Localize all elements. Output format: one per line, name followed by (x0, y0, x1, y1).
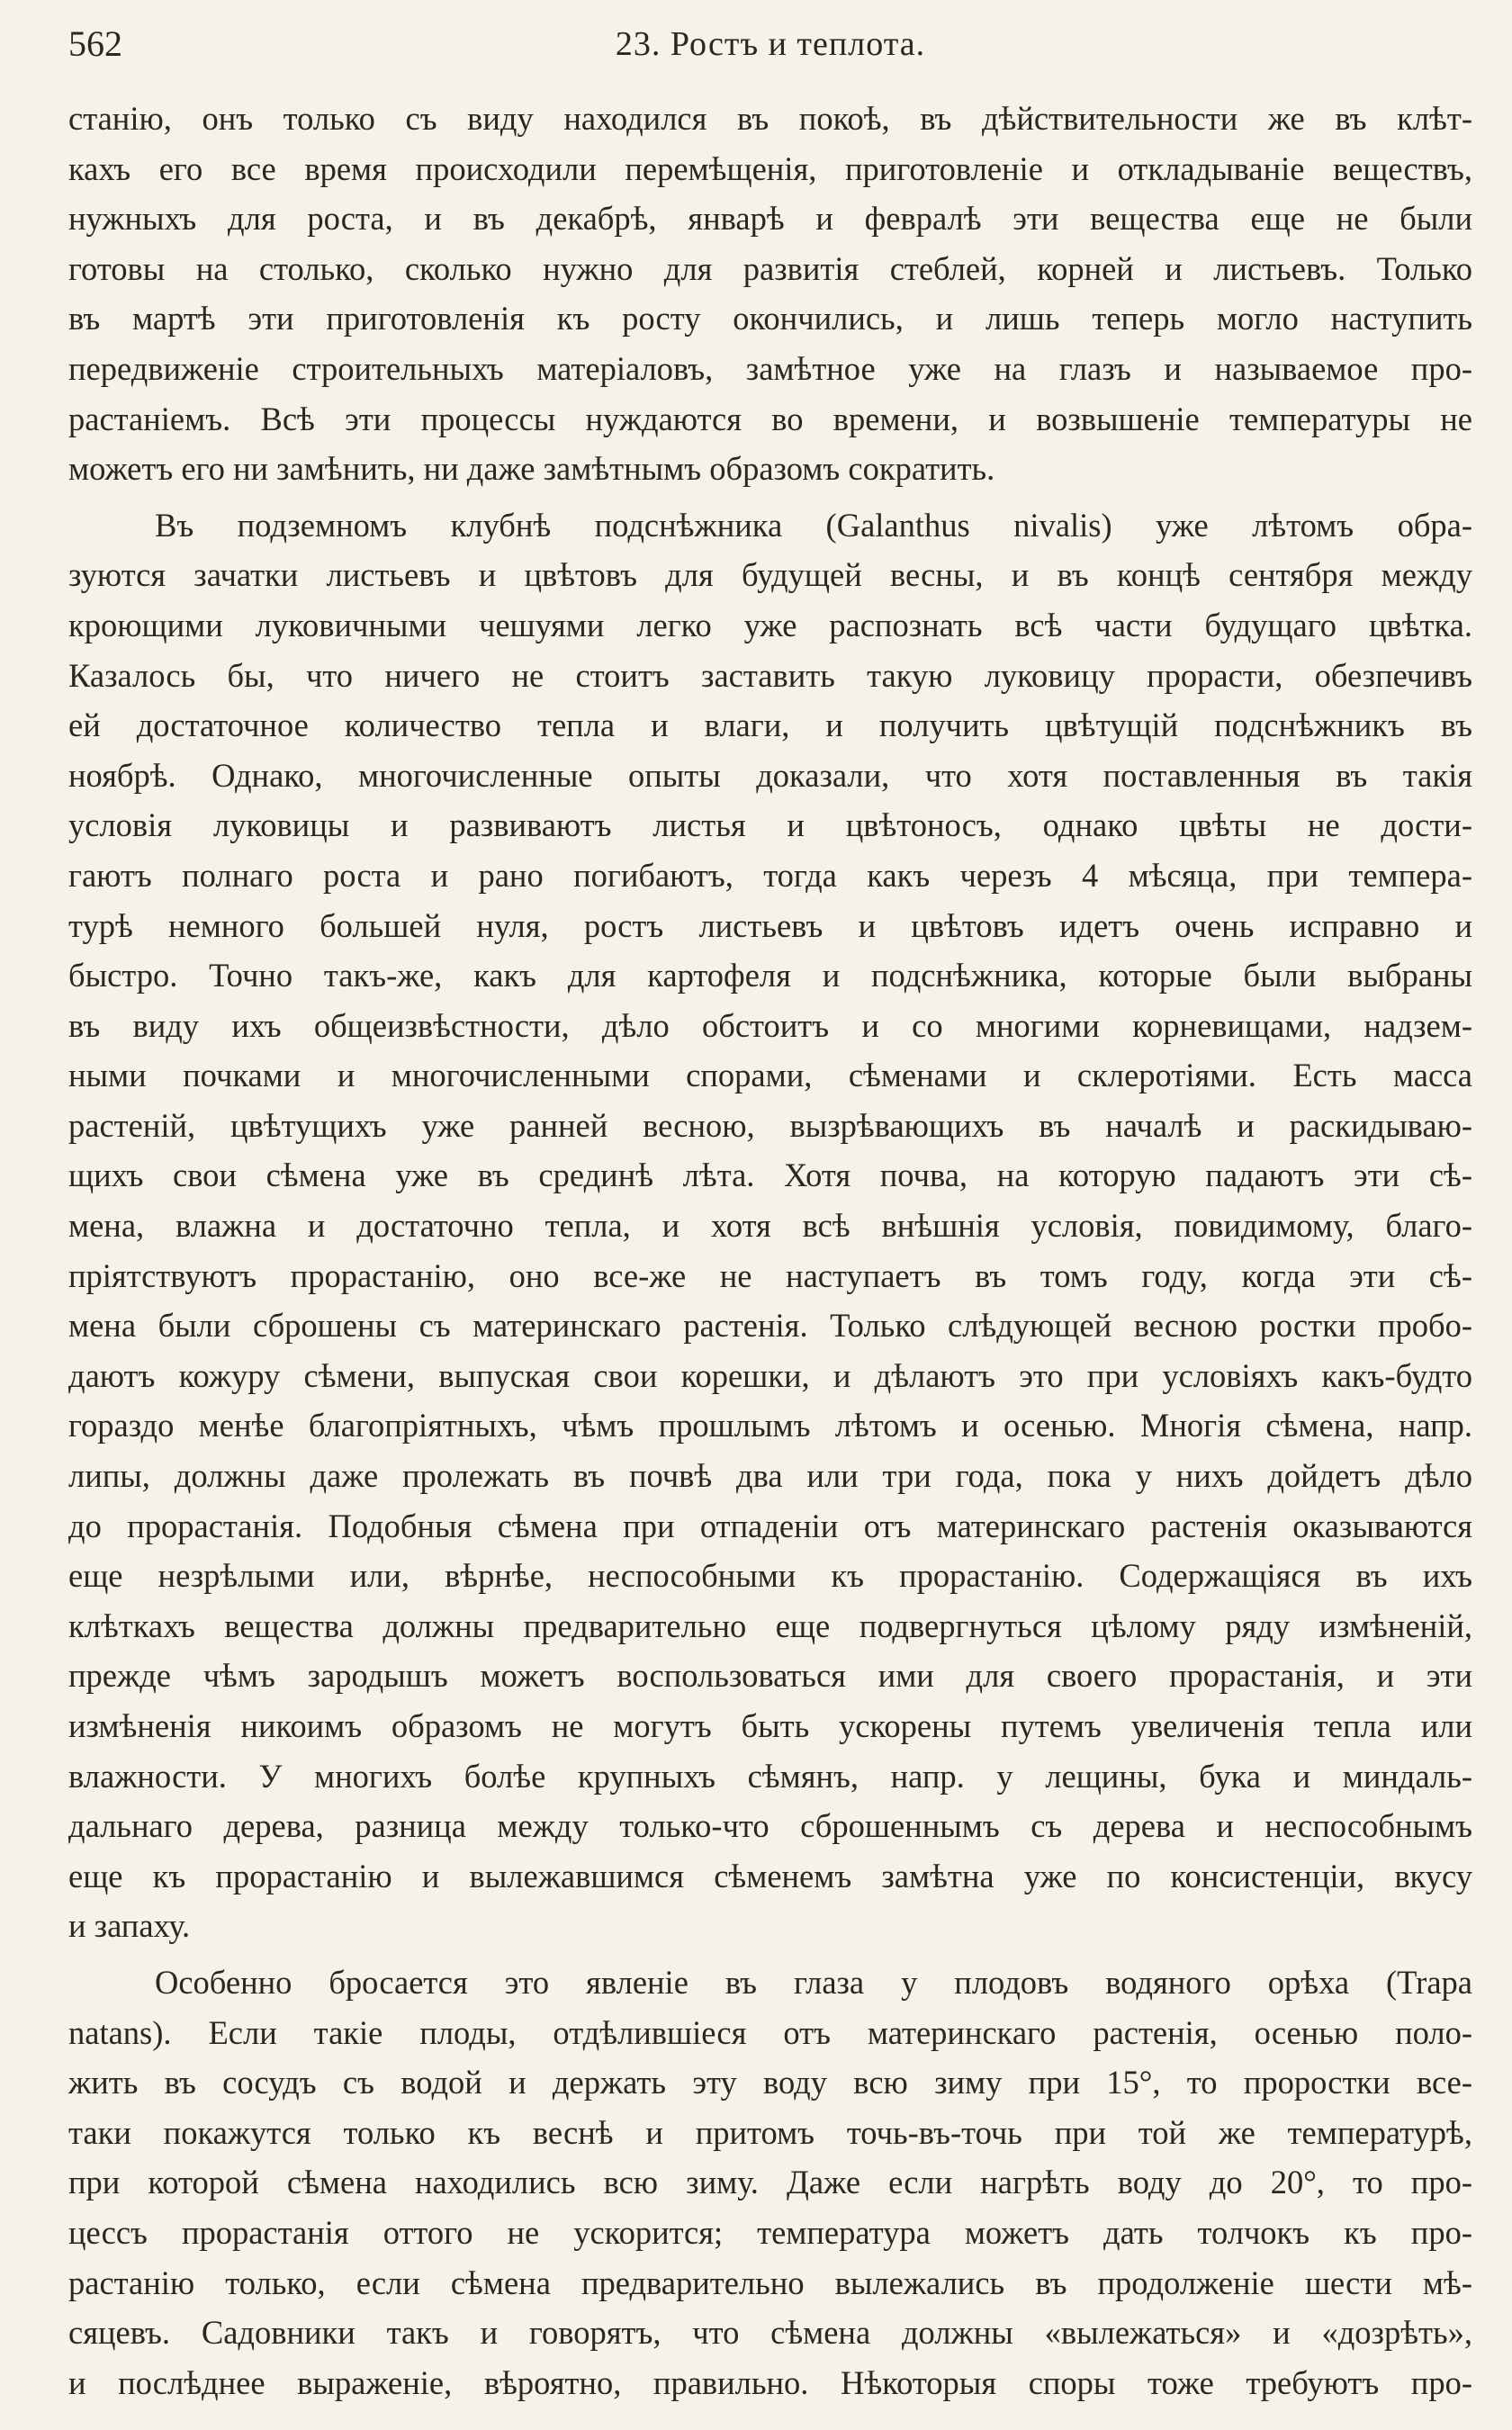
text-line: еще къ прорастанію и вылежавшимся сѣменемъ замѣтна уже по консистенціи, вкусу (68, 1857, 1472, 1894)
text-line: мена, влажна и достаточно тепла, и хотя всѣ внѣшнія условія, повидимому, благо- (68, 1207, 1472, 1245)
text-line: ей достаточное количество тепла и влаги, и получить цвѣтущій подснѣжникъ въ (68, 706, 1472, 744)
text-line: растаніемъ. Всѣ эти процессы нуждаются во времени, и возвышеніе температуры не (68, 400, 1472, 437)
text-line: щихъ свои сѣмена уже въ срединѣ лѣта. Хотя почва, на которую падаютъ эти сѣ- (68, 1156, 1472, 1194)
text-line: въ мартѣ эти приготовленія къ росту окончились, и лишь теперь могло наступить (68, 300, 1472, 338)
text-line: ными почками и многочисленными спорами, сѣменами и склеротіями. Есть масса (68, 1057, 1472, 1094)
paragraph (68, 500, 1472, 1951)
text-line: Въ подземномъ клубнѣ подснѣжника (Galanthus nivalis) уже лѣтомъ обра- (155, 506, 1472, 544)
text-line: таки покажутся только къ веснѣ и притомъ точь-въ-точь при той же температурѣ, (68, 2113, 1472, 2151)
text-line: можетъ его ни замѣнить, ни даже замѣтнымъ образомъ сократить. (68, 450, 995, 488)
paragraph (68, 1958, 1472, 2408)
text-line: готовы на столько, сколько нужно для развитія стеблей, корней и листьевъ. Только (68, 249, 1472, 287)
text-line: сяцевъ. Садовники такъ и говорятъ, что сѣмена должны «вылежаться» и «дозрѣть», (68, 2314, 1472, 2352)
text-line: кроющими луковичными чешуями легко уже распознать всѣ части будущаго цвѣтка. (68, 606, 1472, 644)
running-head: 23. Ростъ и теплота. (615, 25, 926, 63)
text-line: мена были сброшены съ материнскаго растенія. Только слѣдующей весною ростки пробо- (68, 1307, 1472, 1345)
text-line: клѣткахъ вещества должны предварительно еще подвергнуться цѣлому ряду измѣненій, (68, 1606, 1472, 1644)
text-line: передвиженіе строительныхъ матеріаловъ, замѣтное уже на глазъ и называемое про- (68, 349, 1472, 387)
text-line: гаютъ полнаго роста и рано погибаютъ, тогда какъ черезъ 4 мѣсяца, при темпера- (68, 856, 1472, 894)
text-line: Особенно бросается это явленіе въ глаза у плодовъ водяного орѣха (Trapa (155, 1963, 1472, 2001)
text-line: и запаху. (68, 1907, 191, 1945)
text-line: Казалось бы, что ничего не стоитъ заставить такую луковицу прорасти, обезпечивъ (68, 656, 1472, 694)
paragraph-gap (68, 494, 1472, 500)
paragraph (68, 94, 1472, 494)
text-line: ноябрѣ. Однако, многочисленные опыты доказали, что хотя поставленныя въ такія (68, 756, 1472, 794)
text-line: растанію только, если сѣмена предварительно вылежались въ продолженіе шести мѣ- (68, 2264, 1472, 2301)
text-line: измѣненія никоимъ образомъ не могутъ быть ускорены путемъ увеличенія тепла или (68, 1707, 1472, 1744)
text-line: липы, должны даже пролежать въ почвѣ два или три года, пока у нихъ дойдетъ дѣло (68, 1457, 1472, 1495)
text-line: natans). Если такіе плоды, отдѣлившіеся отъ материнскаго растенія, осенью поло- (68, 2013, 1472, 2051)
text-line: еще незрѣлыми или, вѣрнѣе, неспособными къ прорастанію. Содержащіяся въ ихъ (68, 1557, 1472, 1595)
text-line: пріятствуютъ прорастанію, оно все-же не наступаетъ въ томъ году, когда эти сѣ- (68, 1256, 1472, 1294)
text-line: цессъ прорастанія оттого не ускорится; температура можетъ дать толчокъ къ про- (68, 2213, 1472, 2251)
text-line: станію, онъ только съ виду находился въ покоѣ, въ дѣйствительности же въ клѣт- (68, 100, 1472, 137)
text-line: жить въ сосудъ съ водой и держать эту воду всю зиму при 15°, то проростки все- (68, 2064, 1472, 2102)
text-line: даютъ кожуру сѣмени, выпуская свои корешки, и дѣлаютъ это при условіяхъ какъ-будто (68, 1356, 1472, 1394)
text-line: быстро. Точно такъ-же, какъ для картофеля и подснѣжника, которые были выбраны (68, 957, 1472, 994)
text-line: дальнаго дерева, разница между только-что сброшеннымъ съ дерева и неспособнымъ (68, 1807, 1472, 1845)
text-line: въ виду ихъ общеизвѣстности, дѣло обстоитъ и со многими корневищами, надзем- (68, 1006, 1472, 1044)
text-line: при которой сѣмена находились всю зиму. Даже если нагрѣть воду до 20°, то про- (68, 2164, 1472, 2201)
text-line: условія луковицы и развиваютъ листья и цвѣтоносъ, однако цвѣты не дости- (68, 806, 1472, 844)
paragraph-gap (68, 1951, 1472, 1958)
text-line: нужныхъ для роста, и въ декабрѣ, январѣ и февралѣ эти вещества еще не были (68, 200, 1472, 238)
page-header (68, 20, 1472, 68)
text-line: гораздо менѣе благопріятныхъ, чѣмъ прошлымъ лѣтомъ и осенью. Многія сѣмена, напр. (68, 1407, 1472, 1444)
body-text (68, 94, 1472, 2408)
page-number: 562 (68, 23, 122, 64)
text-line: турѣ немного большей нуля, ростъ листьевъ и цвѣтовъ идетъ очень исправно и (68, 906, 1472, 944)
text-line: зуются зачатки листьевъ и цвѣтовъ для будущей весны, и въ концѣ сентября между (68, 556, 1472, 594)
text-line: влажности. У многихъ болѣе крупныхъ сѣмянъ, напр. у лещины, бука и миндаль- (68, 1757, 1472, 1795)
text-line: прежде чѣмъ зародышъ можетъ воспользоваться ими для своего прорастанія, и эти (68, 1657, 1472, 1695)
text-line: растеній, цвѣтущихъ уже ранней весною, вызрѣвающихъ въ началѣ и раскидываю- (68, 1106, 1472, 1144)
text-line: до прорастанія. Подобныя сѣмена при отпаденіи отъ материнскаго растенія оказываются (68, 1507, 1472, 1544)
text-line: и послѣднее выраженіе, вѣроятно, правильно. Нѣкоторыя споры тоже требуютъ про- (68, 2363, 1472, 2401)
text-line: кахъ его все время происходили перемѣщенія, приготовленіе и откладываніе веществъ, (68, 149, 1472, 187)
